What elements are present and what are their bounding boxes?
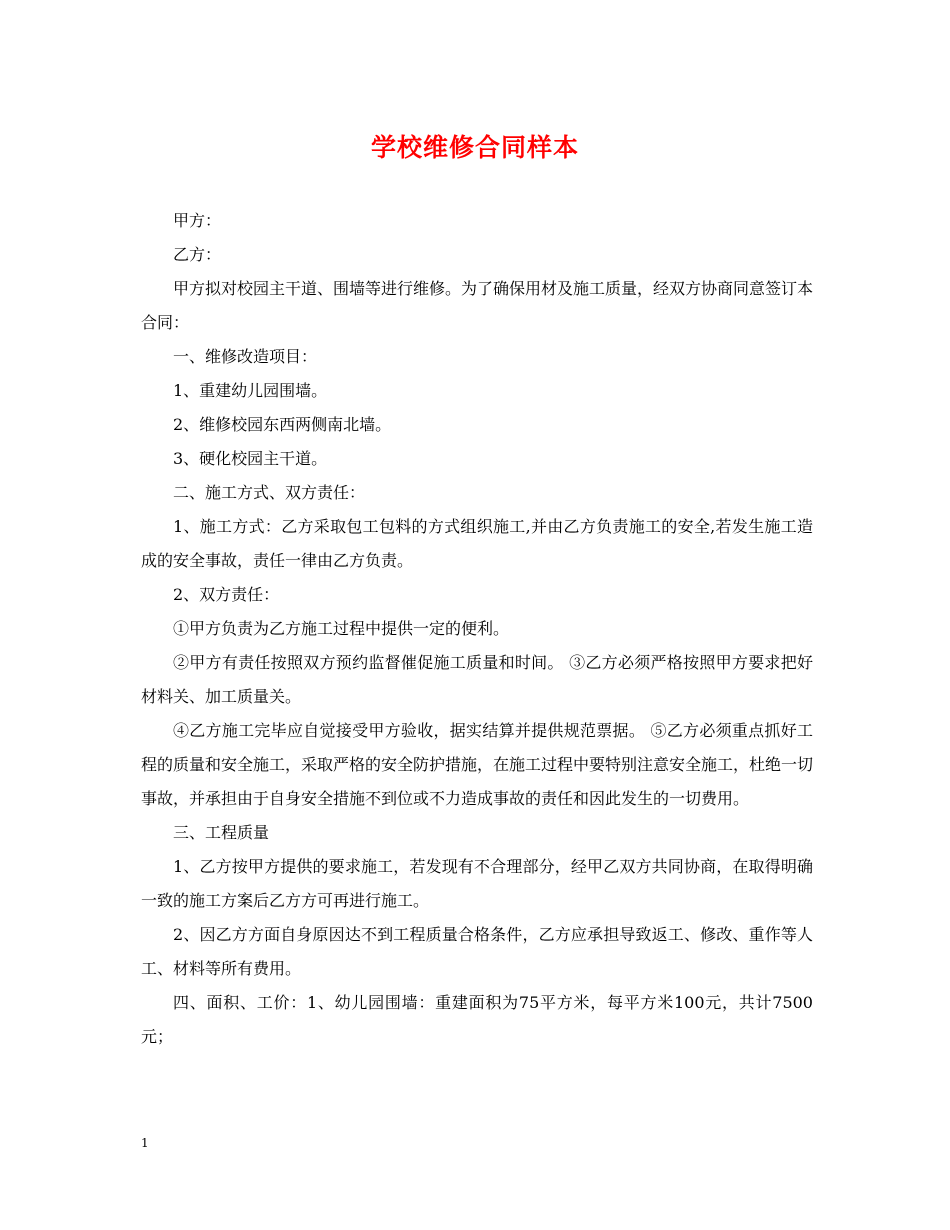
section-heading-1: 一、维修改造项目： [173, 347, 318, 366]
paragraph-item-2-1: 1、施工方式：乙方采取包工包料的方式组织施工,并由乙方负责施工的安全,若发生施工造成的安全事故，责任一律由乙方负责。 [141, 517, 813, 570]
page-number: 1 [141, 1136, 149, 1150]
paragraph-item-3-1: 1、乙方按甲方提供的要求施工，若发现有不合理部分，经甲乙双方共同协商，在取得明确一致的施工方案后乙方方可再进行施工。 [141, 857, 813, 910]
paragraph-item-2-2: 2、双方责任： [173, 585, 280, 604]
section-heading-3: 三、工程质量 [173, 823, 270, 842]
paragraph-item-1-2: 2、维修校园东西两侧南北墙。 [173, 415, 392, 434]
paragraph-item-1-1: 1、重建幼儿园围墙。 [173, 381, 328, 400]
paragraph-duty-2-3: ②甲方有责任按照双方预约监督催促施工质量和时间。 ③乙方必须严格按照甲方要求把好材料关、加工质量关。 [141, 653, 813, 706]
paragraph-item-3-2: 2、因乙方方面自身原因达不到工程质量合格条件，乙方应承担导致返工、修改、重作等人工、材料等所有费用。 [141, 925, 813, 978]
document-title: 学校维修合同样本 [370, 133, 579, 162]
paragraph-party-b: 乙方： [173, 245, 222, 264]
paragraph-duty-4-5: ④乙方施工完毕应自觉接受甲方验收，据实结算并提供规范票据。 ⑤乙方必须重点抓好工程的质量和安全施工，采取严格的安全防护措施，在施工过程中要特别注意安全施工，杜绝一切事故，并承担由于自身安全措施不到位或不力造成事故的责任和因此发生的一切费用。 [141, 721, 814, 808]
paragraph-intro: 甲方拟对校园主干道、围墙等进行维修。为了确保用材及施工质量，经双方协商同意签订本合同： [141, 279, 814, 332]
document-body [141, 204, 813, 1054]
section-heading-4: 四、面积、工价：1、幼儿园围墙：重建面积为75平方米，每平方米100元，共计7500元； [141, 993, 813, 1046]
paragraph-item-1-3: 3、硬化校园主干道。 [173, 449, 328, 468]
paragraph-duty-1: ①甲方负责为乙方施工过程中提供一定的便利。 [173, 619, 510, 638]
paragraph-party-a: 甲方： [173, 211, 222, 230]
section-heading-2: 二、施工方式、双方责任： [173, 483, 366, 502]
